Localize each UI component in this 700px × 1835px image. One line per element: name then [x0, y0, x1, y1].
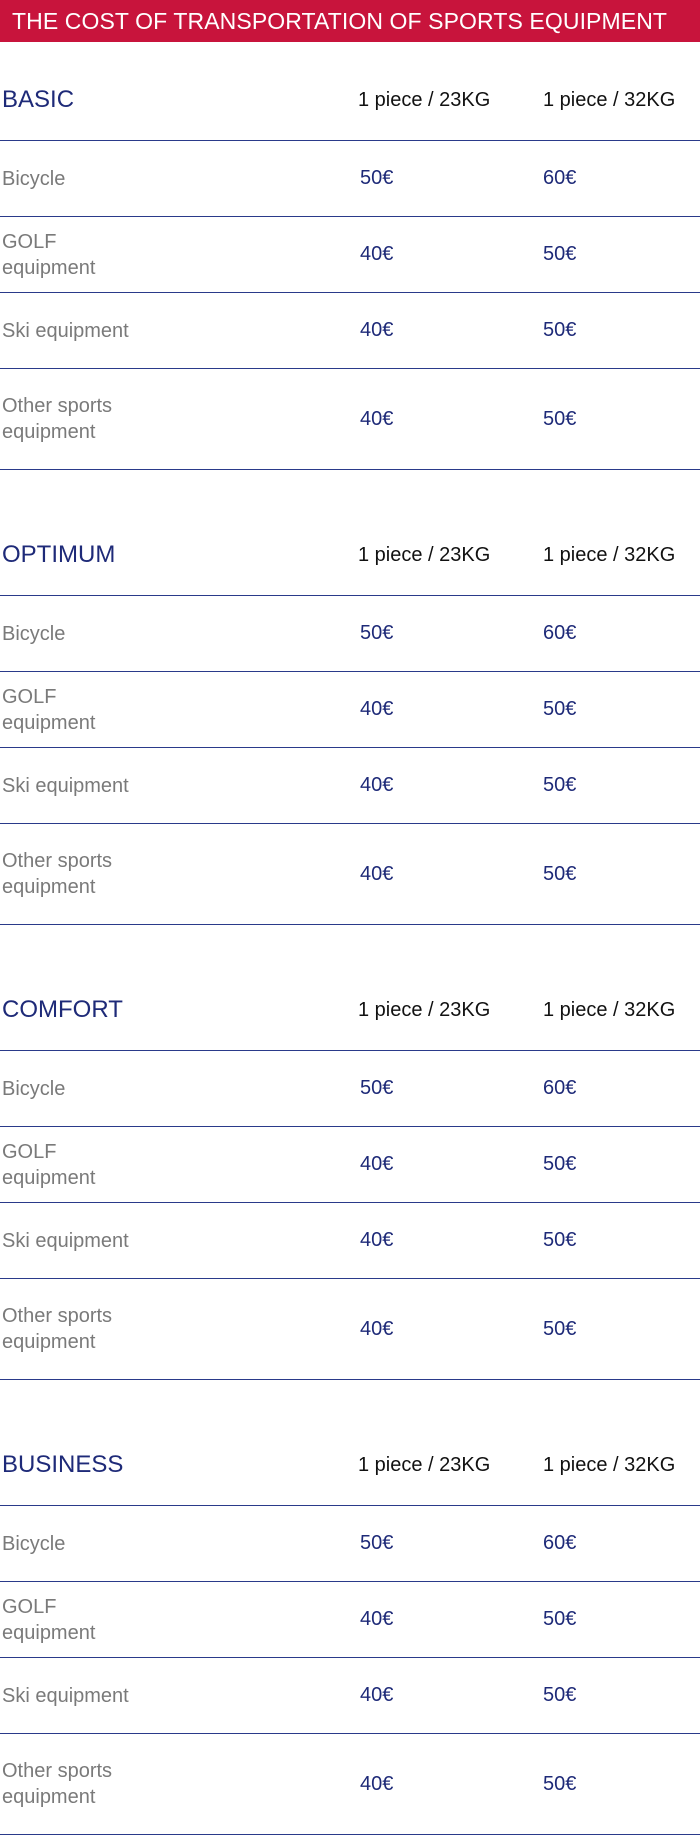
item-name: Other sports equipment [2, 395, 113, 443]
table-row [0, 1279, 700, 1380]
column-header-23kg: 1 piece / 23KG [358, 999, 491, 1021]
price-32kg: 50€ [543, 1317, 577, 1340]
price-23kg: 40€ [360, 407, 394, 430]
item-name: Ski equipment [2, 1229, 129, 1252]
column-header-32kg: 1 piece / 32KG [543, 544, 676, 566]
price-23kg: 40€ [360, 1608, 394, 1630]
table-row [0, 1658, 700, 1734]
price-23kg: 40€ [360, 698, 394, 720]
table-row [0, 369, 700, 470]
price-23kg: 40€ [360, 862, 394, 885]
table-row [0, 1734, 700, 1835]
item-name: Bicycle [2, 167, 66, 190]
item-name: Bicycle [2, 1077, 66, 1100]
price-32kg: 50€ [543, 774, 577, 796]
price-23kg: 50€ [360, 622, 394, 644]
item-name: Ski equipment [2, 774, 129, 797]
price-23kg: 40€ [360, 243, 394, 265]
section-header [0, 515, 700, 596]
table-row [0, 596, 700, 672]
section-header [0, 1425, 700, 1506]
item-name: Ski equipment [2, 319, 129, 342]
price-32kg: 50€ [543, 243, 577, 265]
price-32kg: 50€ [543, 1772, 577, 1795]
price-32kg: 60€ [543, 622, 577, 644]
table-row [0, 748, 700, 824]
item-name: GOLF equipment [2, 1140, 96, 1189]
price-32kg: 50€ [543, 1153, 577, 1175]
column-header-23kg: 1 piece / 23KG [358, 89, 491, 111]
column-header-23kg: 1 piece / 23KG [358, 544, 491, 566]
price-32kg: 50€ [543, 1684, 577, 1706]
page-title: THE COST OF TRANSPORTATION OF SPORTS EQUIPMENT [0, 0, 700, 42]
table-row [0, 1051, 700, 1127]
table-row [0, 1582, 700, 1658]
column-header-32kg: 1 piece / 32KG [543, 999, 676, 1021]
price-32kg: 50€ [543, 1608, 577, 1630]
price-23kg: 50€ [360, 1532, 394, 1554]
table-row [0, 824, 700, 925]
item-name: GOLF equipment [2, 685, 96, 734]
price-32kg: 50€ [543, 319, 577, 341]
section-basic [0, 60, 700, 470]
section-header [0, 970, 700, 1051]
item-name: GOLF equipment [2, 1595, 96, 1644]
table-row [0, 672, 700, 748]
item-name: Other sports equipment [2, 850, 113, 898]
price-23kg: 40€ [360, 1153, 394, 1175]
price-32kg: 50€ [543, 1229, 577, 1251]
column-header-32kg: 1 piece / 32KG [543, 89, 676, 111]
column-header-32kg: 1 piece / 32KG [543, 1454, 676, 1476]
price-32kg: 50€ [543, 862, 577, 885]
price-32kg: 60€ [543, 1532, 577, 1554]
section-optimum [0, 515, 700, 925]
table-row [0, 141, 700, 217]
section-name: BUSINESS [2, 1451, 124, 1478]
price-23kg: 40€ [360, 1772, 394, 1795]
item-name: Ski equipment [2, 1684, 129, 1707]
item-name: Bicycle [2, 622, 66, 645]
price-23kg: 40€ [360, 1317, 394, 1340]
item-name: Other sports equipment [2, 1305, 113, 1353]
price-23kg: 40€ [360, 774, 394, 796]
section-header [0, 60, 700, 141]
table-row [0, 293, 700, 369]
price-32kg: 60€ [543, 1077, 577, 1099]
price-23kg: 40€ [360, 1684, 394, 1706]
price-32kg: 50€ [543, 407, 577, 430]
table-row [0, 1506, 700, 1582]
section-comfort [0, 970, 700, 1380]
price-32kg: 50€ [543, 698, 577, 720]
item-name: GOLF equipment [2, 230, 96, 279]
section-name: COMFORT [2, 996, 123, 1023]
table-row [0, 1127, 700, 1203]
item-name: Other sports equipment [2, 1760, 113, 1808]
item-name: Bicycle [2, 1532, 66, 1555]
price-23kg: 50€ [360, 167, 394, 189]
column-header-23kg: 1 piece / 23KG [358, 1454, 491, 1476]
section-name: OPTIMUM [2, 541, 116, 568]
price-23kg: 40€ [360, 319, 394, 341]
table-row [0, 1203, 700, 1279]
table-row [0, 217, 700, 293]
price-32kg: 60€ [543, 167, 577, 189]
section-name: BASIC [2, 86, 75, 113]
section-business [0, 1425, 700, 1835]
price-23kg: 50€ [360, 1077, 394, 1099]
price-23kg: 40€ [360, 1229, 394, 1251]
